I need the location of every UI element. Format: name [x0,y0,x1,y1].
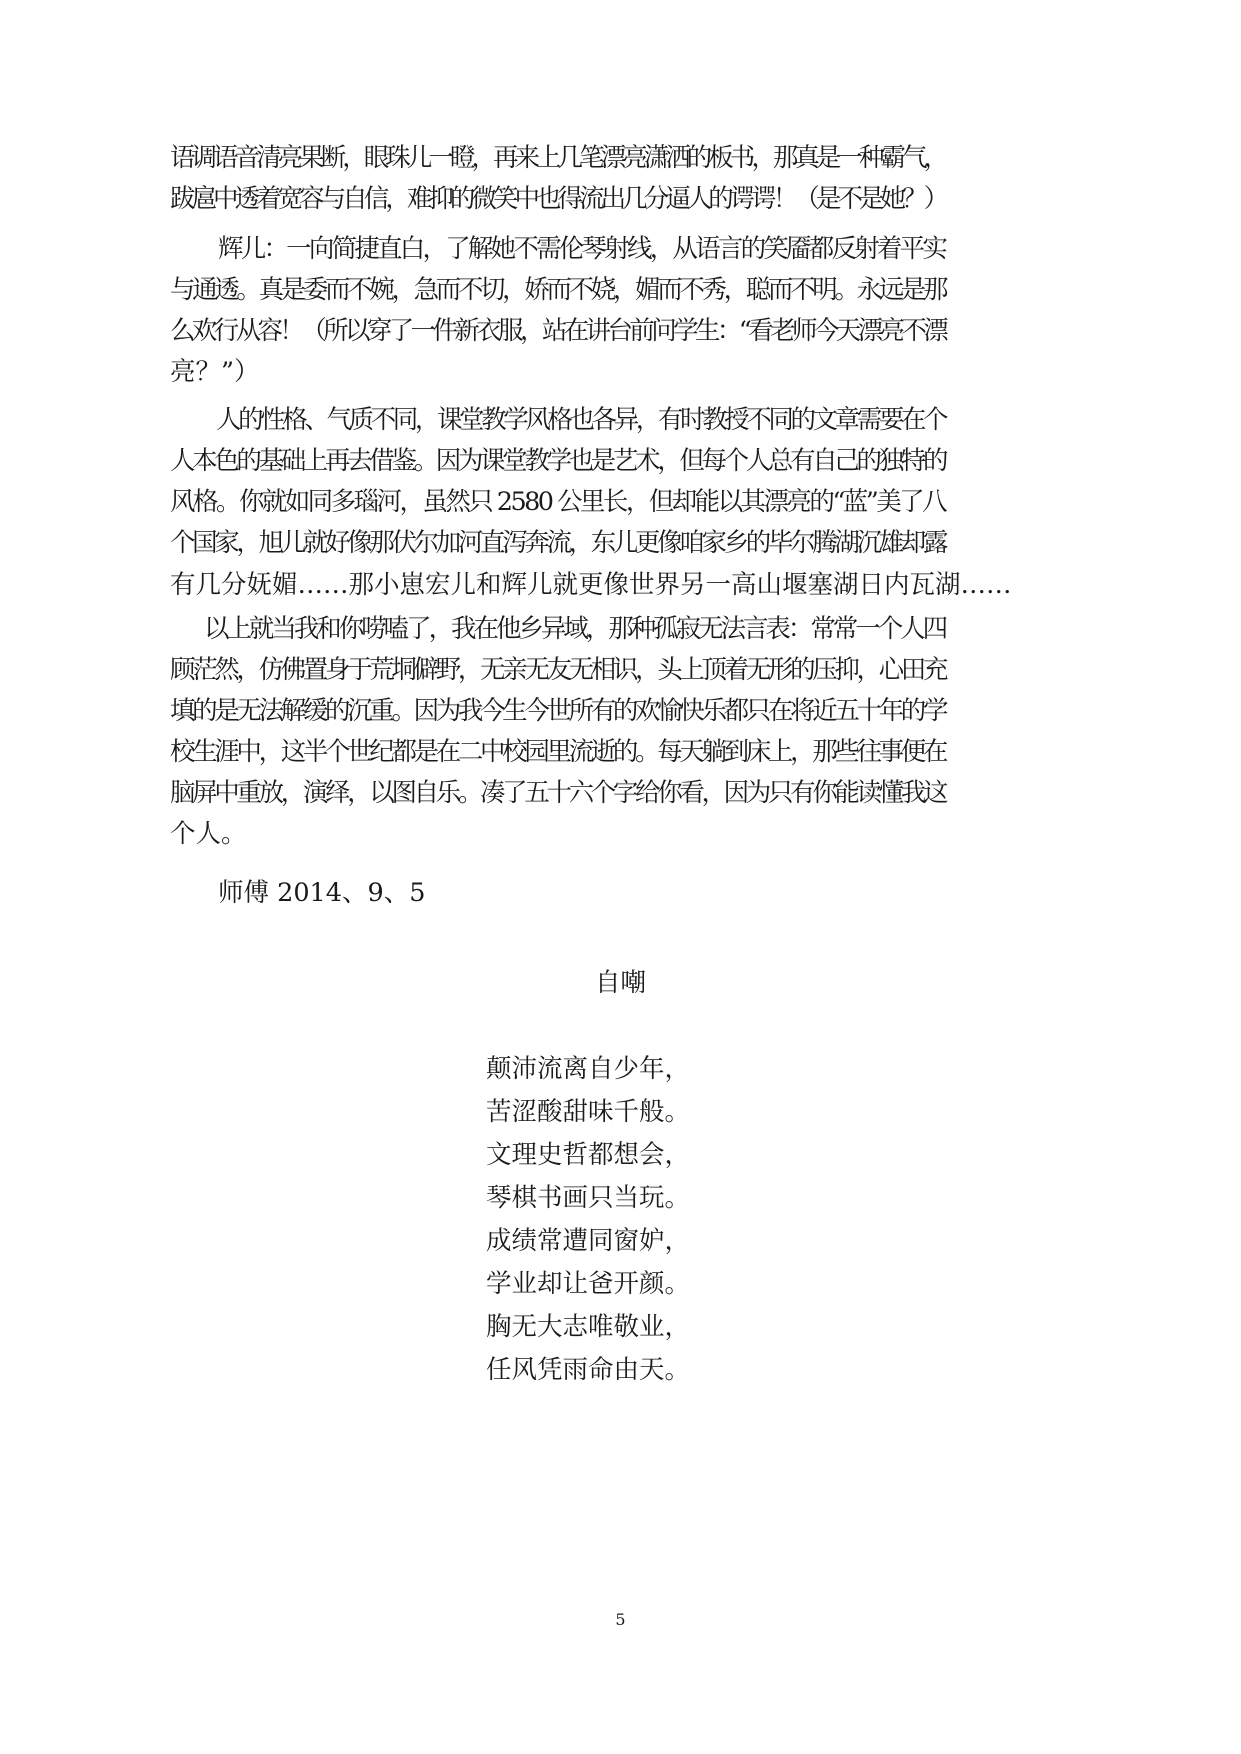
paragraph-2-line: 辉儿：一向简捷直白，了解她不需伦琴射线，从语言的笑靥都反射着平实 [218,234,946,264]
poem-line: 成绩常遭同窗妒， [486,1226,691,1256]
paragraph-2-line: 么欢行从容！（所以穿了一件新衣服，站在讲台前问学生：“看老师今天漂亮不漂 [170,316,946,346]
paragraph-3-line: 风格。你就如同多瑙河，虽然只 2580 公里长，但却能以其漂亮的“蓝”美了八 [170,487,946,517]
paragraph-3-line: 人的性格、气质不同，课堂教学风格也各异，有时教授不同的文章需要在个 [216,405,946,435]
paragraph-3-line: 有几分妩媚……那小崽宏儿和辉儿就更像世界另一高山堰塞湖日内瓦湖…… [170,570,1012,600]
poem-line: 苦涩酸甜味千般。 [486,1097,691,1127]
paragraph-1-line: 语调语音清亮果断，眼珠儿一瞪，再来上几笔漂亮潇洒的板书，那真是一种霸气， [170,143,946,173]
paragraph-4-line: 校生涯中，这半个世纪都是在二中校园里流逝的。每天躺到床上，那些往事便在 [170,737,946,767]
paragraph-4-line: 脑屏中重放，演绎，以图自乐。凑了五十六个字给你看，因为只有你能读懂我这 [170,778,946,808]
poem-line: 胸无大志唯敬业， [486,1312,691,1342]
poem-line: 任风凭雨命由天。 [486,1355,691,1385]
paragraph-4-line: 以上就当我和你唠嗑了，我在他乡异域，那种孤寂无法言表：常常一个人四 [204,614,946,644]
paragraph-4-line: 顾茫然，仿佛置身于荒垌僻野，无亲无友无相识，头上顶着无形的压抑，心田充 [170,655,946,685]
page-number: 5 [615,1610,626,1629]
paragraph-2-line: 与通透。真是委而不婉，急而不切，娇而不娆，媚而不秀，聪而不明。永远是那 [170,275,946,305]
poem-line: 学业却让爸开颜。 [486,1269,691,1299]
poem-line: 文理史哲都想会， [486,1140,691,1170]
paragraph-4-line: 填的是无法解缓的沉重。因为我今生今世所有的欢愉快乐都只在将近五十年的学 [170,696,946,726]
poem-title: 自嘲 [594,968,646,998]
paragraph-3-line: 人本色的基础上再去借鉴。因为课堂教学也是艺术，但每个人总有自己的独特的 [170,446,946,476]
paragraph-4-line: 个人。 [170,819,247,849]
paragraph-3-line: 个国家，旭儿就好像那伏尔加河直泻奔流，东儿更像咱家乡的毕尔腾湖沉雄却露 [170,528,946,558]
signature-line: 师傅 2014、9、5 [218,878,426,908]
poem-line: 颠沛流离自少年， [486,1054,691,1084]
paragraph-1-line: 跋扈中透着宽容与自信，难抑的微笑中也得流出几分逼人的谔谔！（是不是她？） [170,184,946,214]
paragraph-2-line: 亮？”） [170,357,260,387]
poem-line: 琴棋书画只当玩。 [486,1183,691,1213]
